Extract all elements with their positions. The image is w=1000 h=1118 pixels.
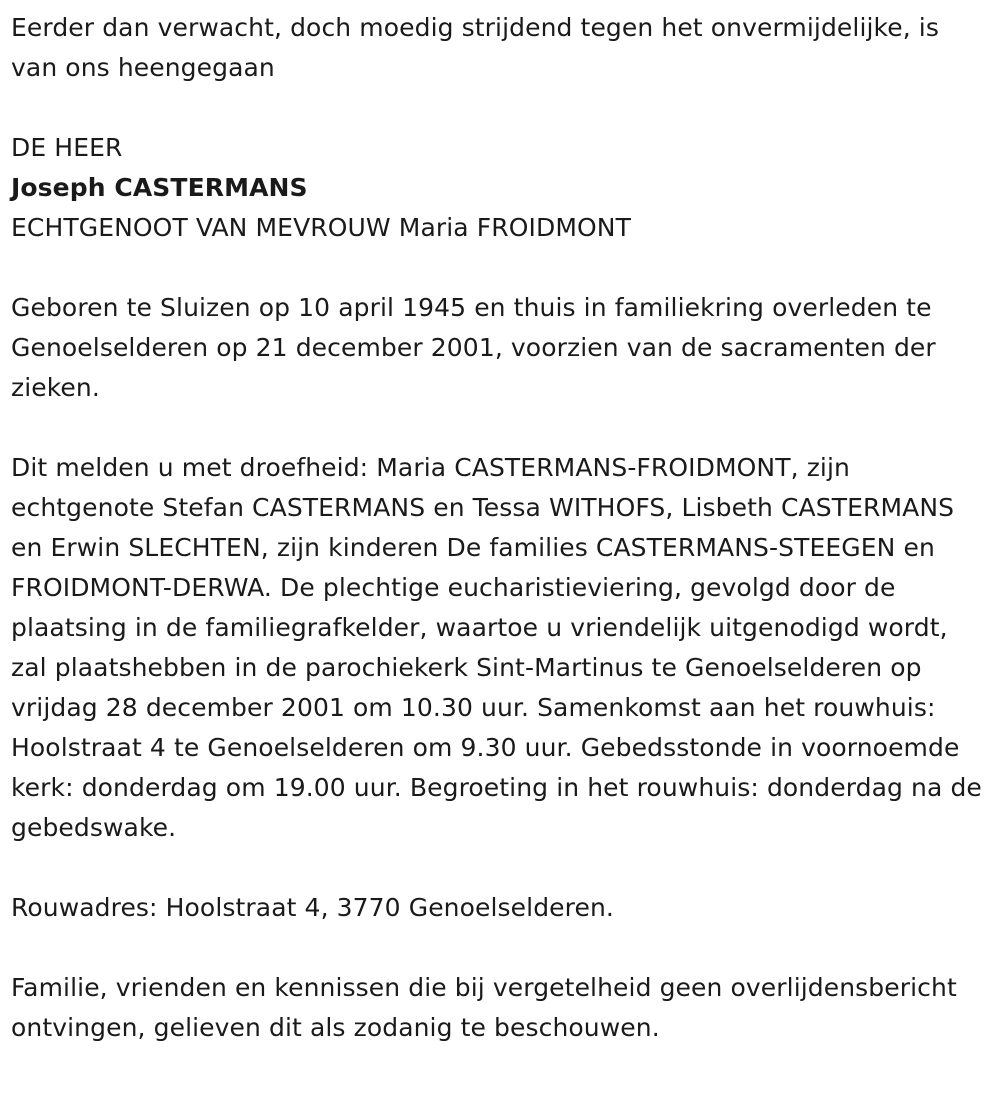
- obituary-notice: [11, 8, 986, 1048]
- spacer: [11, 408, 986, 448]
- intro-text: Eerder dan verwacht, doch moedig strijdend tegen het onvermijdelijke, is van ons heengegaan: [11, 13, 939, 82]
- deceased-name: Joseph CASTERMANS: [11, 173, 308, 202]
- honorific-title: DE HEER: [11, 133, 123, 162]
- spacer: [11, 928, 986, 968]
- birth-death-paragraph: Geboren te Sluizen op 10 april 1945 en thuis in familiekring overleden te Genoelselderen op 21 december 2001, voorzien van de sacramenten der zieken.: [11, 293, 936, 402]
- mourning-address: Rouwadres: Hoolstraat 4, 3770 Genoelselderen.: [11, 893, 614, 922]
- closing-paragraph: Familie, vrienden en kennissen die bij vergetelheid geen overlijdensbericht ontvingen, gelieven dit als zodanig te beschouwen.: [11, 973, 957, 1042]
- announcement-paragraph: Dit melden u met droefheid: Maria CASTERMANS-FROIDMONT, zijn echtgenote Stefan CASTERMANS en Tessa WITHOFS, Lisbeth CASTERMANS en Erwin SLECHTEN, zijn kinderen De families CASTERMANS-STEEGEN en FROIDMONT-DERWA. De plechtige eucharistieviering, gevolgd door de plaatsing in de familiegrafkelder, waartoe u vriendelijk uitgenodigd wordt, zal plaatshebben in de parochiekerk Sint-Martinus te Genoelselderen op vrijdag 28 december 2001 om 10.30 uur. Samenkomst aan het rouwhuis: Hoolstraat 4 te Genoelselderen om 9.30 uur. Gebedsstonde in voornoemde kerk: donderdag om 19.00 uur. Begroeting in het rouwhuis: donderdag na de gebedswake.: [11, 453, 982, 842]
- spacer: [11, 88, 986, 128]
- spacer: [11, 848, 986, 888]
- spouse-line: ECHTGENOOT VAN MEVROUW Maria FROIDMONT: [11, 213, 631, 242]
- spacer: [11, 248, 986, 288]
